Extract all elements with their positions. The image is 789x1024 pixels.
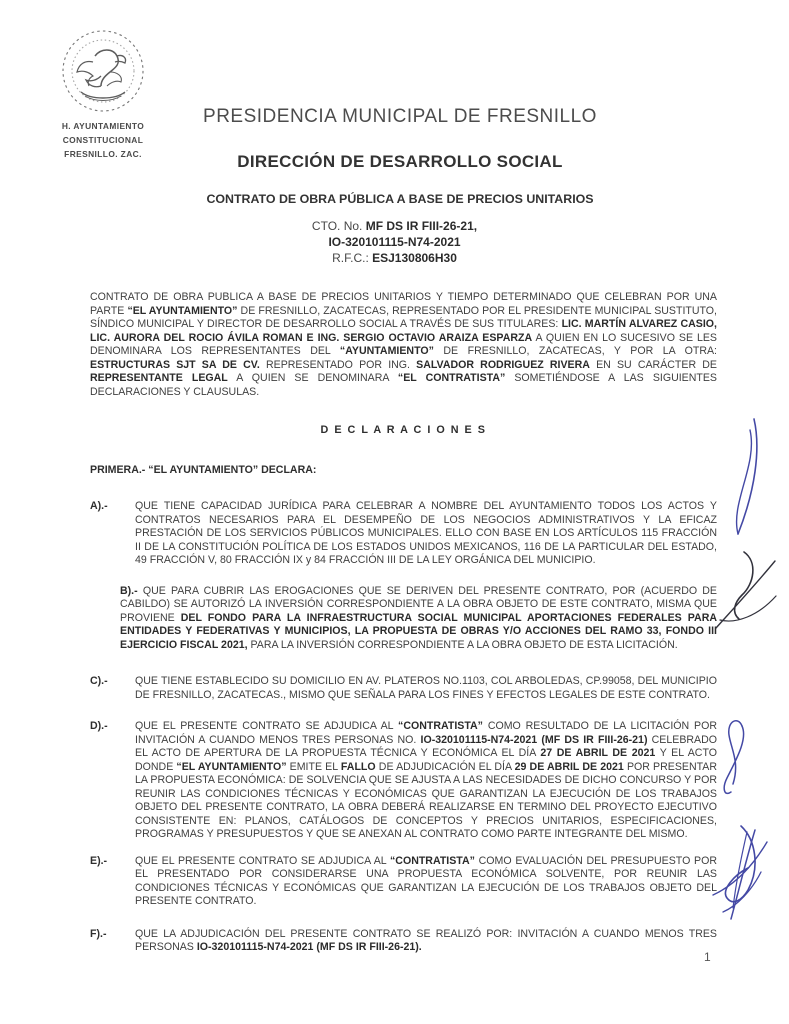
seal-caption-line2: CONSTITUCIONAL — [62, 135, 144, 145]
contract-type-title: CONTRATO DE OBRA PÚBLICA A BASE DE PRECIOS UNITARIOS — [206, 192, 594, 206]
primera-declaration-heading: PRIMERA.- “EL AYUNTAMIENTO” DECLARA: — [90, 463, 317, 476]
department-title: DIRECCIÓN DE DESARROLLO SOCIAL — [237, 152, 563, 171]
contract-body — [90, 291, 717, 955]
declarations-heading: D E C L A R A C I O N E S — [320, 424, 487, 436]
seal-caption-line3: FRESNILLO. ZAC. — [64, 149, 142, 159]
item-label: F).- — [90, 927, 107, 940]
declaration-item-e — [90, 855, 717, 909]
signature-initials-blue-2 — [714, 712, 756, 802]
item-label: C).- — [90, 675, 108, 687]
signature-blue-large — [703, 820, 779, 925]
page-title: PRESIDENCIA MUNICIPAL DE FRESNILLO — [203, 106, 597, 127]
page-number: 1 — [704, 950, 711, 964]
item-text: QUE EL PRESENTE CONTRATO SE ADJUDICA AL “CONTRATISTA” COMO EVALUACIÓN DEL PRESUPUESTO POR EL PRESENTADO POR CONSIDERARSE UNA PROPUESTA ECONÓMICA SOLVENTE, POR REUNIR LAS CONDICIONES TÉCNICAS Y ECONÓMICAS QUE GARANTIZAN LA EJECUCIÓN DE LOS TRABAJOS OBJETO DEL PRESENTE CONTRATO. — [135, 854, 717, 907]
rfc-line: R.F.C.: ESJ130806H30 — [332, 251, 457, 265]
declaration-item-b: B).- QUE PARA CUBRIR LAS EROGACIONES QUE SE DERIVEN DEL PRESENTE CONTRATO, POR (ACUERDO DE CABILDO) SE AUTORIZÓ LA INVERSIÓN CORRESPONDIENTE A LA OBRA OBJETO DE ESTE CONTRATO, MISMA QUE PROVIENE DEL FONDO PARA LA INFRAESTRUCTURA SOCIAL MUNICIPAL APORTACIONES FEDERALES PARA ENTIDADES Y FEDERATIVAS Y MUNICIPIOS, LA PROPUESTA DE OBRAS Y/O ACCIONES DEL RAMO 33, FONDO III EJERCICIO FISCAL 2021, PARA LA INVERSIÓN CORRESPONDIENTE A LA OBRA OBJETO DE ESTA LICITACIÓN. — [120, 584, 718, 651]
coat-of-arms-icon — [44, 28, 162, 118]
item-text: QUE TIENE CAPACIDAD JURÍDICA PARA CELEBRAR A NOMBRE DEL AYUNTAMIENTO TODOS LOS ACTOS Y CONTRATOS NECESARIOS PARA EL DESEMPEÑO DE LOS NEGOCIOS ADMINISTRATIVOS Y LA EFICAZ PRESTACIÓN DE LOS SERVICIOS PÚBLICOS MUNICIPALES. ELLO CON BASE EN LOS ARTÍCULOS 115 FRACCIÓN II DE LA CONSTITUCIÓN POLÍTICA DE LOS ESTADOS UNIDOS MEXICANOS, 116 DE LA PARTICULAR DEL ESTADO, 49 FRACCIÓN V, 80 FRACCIÓN IX y 84 FRACCIÓN III DE LA LEY ORGÁNICA DEL MUNICIPIO. — [135, 500, 717, 566]
item-text: QUE EL PRESENTE CONTRATO SE ADJUDICA AL “CONTRATISTA” COMO RESULTADO DE LA LICITACIÓN POR INVITACIÓN A CUANDO MENOS TRES PERSONAS NO. IO-320101115-N74-2021 (MF DS IR FIII-26-21) CELEBRADO EL ACTO DE APERTURA DE LA PROPUESTA TÉCNICA Y ECONÓMICA EL DÍA 27 DE ABRIL DE 2021 Y EL ACTO DONDE “EL AYUNTAMIENTO” EMITE EL FALLO DE ADJUDICACIÓN EL DÍA 29 DE ABRIL DE 2021 POR PRESENTAR LA PROPUESTA ECONÓMICA: DE SOLVENCIA QUE SE AJUSTA A LAS NECESIDADES DE DICHO CONCURSO Y POR REUNIR LAS CONDICIONES TÉCNICAS Y ECONÓMICAS QUE GARANTIZAN LA EJECUCIÓN DE LOS TRABAJOS OBJETO DEL PRESENTE CONTRATO, LA OBRA DEBERÁ REALIZARSE EN TERMINO DEL PROYECTO EJECUTIVO CONSISTENTE EN: PLANOS, CATÁLOGOS DE CONCEPTOS Y PRECIOS UNITARIOS, ESPECIFICACIONES, PROGRAMAS Y PRESUPUESTOS Y QUE SE ANEXAN AL CONTRATO COMO PARTE INTEGRANTE DEL MISMO. — [135, 720, 718, 840]
signature-initials-blue-1 — [724, 415, 770, 540]
item-text: QUE TIENE ESTABLECIDO SU DOMICILIO EN AV. PLATEROS NO.1103, COL ARBOLEDAS, CP.99058, DEL MUNICIPIO DE FRESNILLO, ZACATECAS., MISMO QUE SEÑALA PARA LOS FINES Y EFECTOS LEGALES DE ESTE CONTRATO. — [135, 675, 717, 701]
contract-number-block — [0, 218, 789, 266]
declaration-item-f — [90, 928, 717, 955]
io-number-line: IO-320101115-N74-2021 — [328, 235, 461, 249]
item-text: QUE LA ADJUDICACIÓN DEL PRESENTE CONTRATO SE REALIZÓ POR: INVITACIÓN A CUANDO MENOS TRES PERSONAS IO-320101115-N74-2021 (MF DS IR FIII-26-21). — [135, 927, 717, 953]
seal-caption-line1: H. AYUNTAMIENTO — [61, 121, 145, 131]
cto-number-line: CTO. No. MF DS IR FIII-26-21, — [311, 219, 478, 233]
item-label: E).- — [90, 854, 108, 867]
item-label: A).- — [90, 500, 108, 512]
municipal-seal-block — [44, 28, 162, 160]
intro-paragraph: CONTRATO DE OBRA PUBLICA A BASE DE PRECIOS UNITARIOS Y TIEMPO DETERMINADO QUE CELEBRAN POR UNA PARTE “EL AYUNTAMIENTO” DE FRESNILLO, ZACATECAS, REPRESENTADO POR EL PRESIDENTE MUNICIPAL SUSTITUTO, SÍNDICO MUNICIPAL Y DIRECTOR DE DESARROLLO SOCIAL A TRAVÉS DE SUS TITULARES: LIC. MARTÍN ALVAREZ CASIO, LIC. AURORA DEL ROCIO ÁVILA ROMAN E ING. SERGIO OCTAVIO ARAIZA ESPARZA A QUIEN EN LO SUCESIVO SE LES DENOMINARA LOS REPRESENTANTES DEL “AYUNTAMIENTO” DE FRESNILLO, ZACATECAS, Y POR LA OTRA: ESTRUCTURAS SJT SA DE CV. REPRESENTADO POR ING. SALVADOR RODRIGUEZ RIVERA EN SU CARÁCTER DE REPRESENTANTE LEGAL A QUIEN SE DENOMINARA “EL CONTRATISTA” SOMETIÉNDOSE A LAS SIGUIENTES DECLARACIONES Y CLAUSULAS. — [90, 291, 717, 398]
declaration-item-a — [90, 500, 717, 568]
document-header — [150, 106, 650, 206]
declaration-item-d — [90, 720, 717, 842]
declaration-item-c — [90, 675, 717, 702]
item-label: D).- — [90, 720, 108, 732]
signature-ink-dark — [712, 548, 782, 636]
